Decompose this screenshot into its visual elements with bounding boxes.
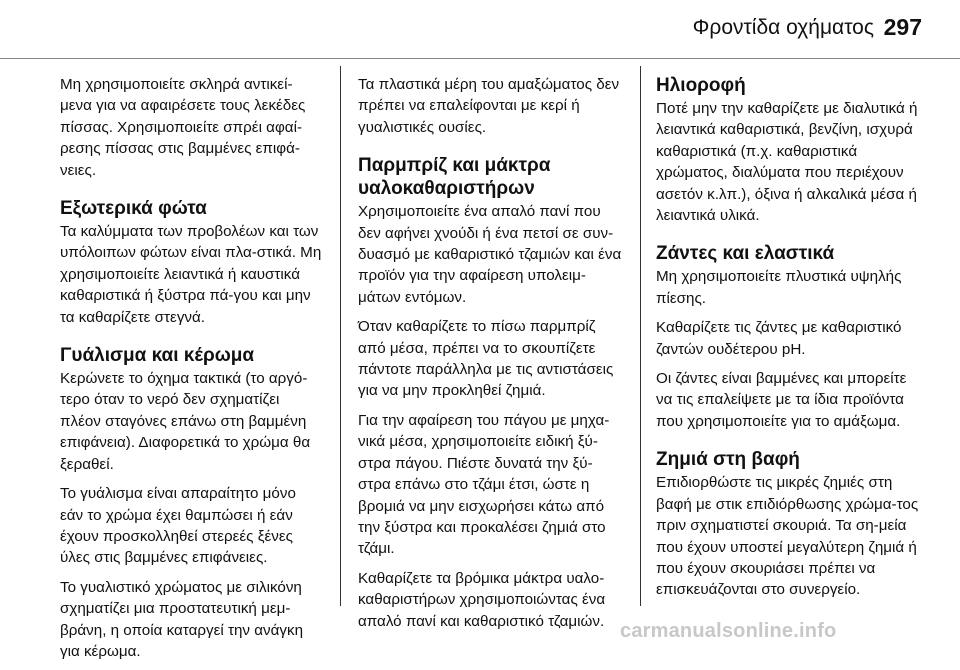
paragraph: Το γυάλισμα είναι απαραίτητο μόνο εάν το χρώμα έχει θαμπώσει ή εάν έχουν προσκολληθεί στερεές ξένες ύλες στις βαμμένες επιφάνειες. <box>60 485 296 567</box>
section-heading: Παρμπρίζ και μάκτρα υαλοκαθαριστήρων <box>358 155 551 200</box>
section-title: Φροντίδα οχήματος <box>692 16 874 39</box>
section-heading: Εξωτερικά φώτα <box>60 198 207 220</box>
page-header <box>0 0 960 58</box>
section-heading: Ζάντες και ελαστικά <box>656 243 835 265</box>
paragraph: Καθαρίζετε τις ζάντες με καθαριστικό ζαντών ουδέτερου pH. <box>656 319 902 358</box>
column-1 <box>60 74 322 670</box>
watermark: carmanualsonline.info <box>620 620 837 642</box>
column-2 <box>358 74 622 640</box>
section-heading: Ζημιά στη βαφή <box>656 449 800 471</box>
column-divider <box>640 66 641 606</box>
paragraph: Επιδιορθώστε τις μικρές ζημιές στη βαφή με στικ επιδιόρθωσης χρώμα-τος πριν σχηματιστεί σκουριά. Τα ση-μεία που έχουν υποστεί μεγαλύτερη ζημιά ή που έχουν σκουριάσει πρέπει να επισκευάζονται στο συνεργείο. <box>656 474 919 599</box>
paragraph: Τα πλαστικά μέρη του αμαξώματος δεν πρέπει να επαλείφονται με κερί ή γυαλιστικές ουσίες. <box>358 76 620 136</box>
paragraph: Μη χρησιμοποιείτε πλυστικά υψηλής πίεσης. <box>656 268 902 307</box>
paragraph: Μη χρησιμοποιείτε σκληρά αντικεί-μενα για να αφαιρέσετε τους λεκέδες πίσσας. Χρησιμοποιείτε σπρέι αφαί-ρεσης πίσσας στις βαμμένες επιφά-νειες. <box>60 76 306 179</box>
paragraph: Οι ζάντες είναι βαμμένες και μπορείτε να τις επαλείψετε με τα ίδια προϊόντα που χρησιμοποιείτε για το αμάξωμα. <box>656 370 907 430</box>
column-divider <box>340 66 341 606</box>
paragraph: Καθαρίζετε τα βρόμικα μάκτρα υαλο-καθαριστήρων χρησιμοποιώντας ένα απαλό πανί και καθαριστικό τζαμιών. <box>358 569 606 630</box>
paragraph: Όταν καθαρίζετε το πίσω παρμπρίζ από μέσα, πρέπει να το σκουπίζετε πάντοτε παράλληλα με τις αντιστάσεις για να μην προκληθεί ζημιά. <box>358 318 614 400</box>
paragraph: Κερώνετε το όχημα τακτικά (το αργό-τερο όταν το νερό δεν σχηματίζει πλέον σταγόνες επάνω στη βαμμένη επιφάνεια). Διαφορετικά το χρώμα θα ξεραθεί. <box>60 370 311 473</box>
section-heading: Γυάλισμα και κέρωμα <box>60 345 255 367</box>
paragraph: Τα καλύμματα των προβολέων και των υπόλοιπων φώτων είναι πλα-στικά. Μη χρησιμοποιείτε λειαντικά ή καυστικά καθαριστικά ή ξύστρα πά-γου και μην τα καθαρίζετε στεγνά. <box>60 223 322 326</box>
paragraph: Ποτέ μην την καθαρίζετε με διαλυτικά ή λειαντικά καθαριστικά, βενζίνη, ισχυρά καθαριστικά (π.χ. καθαριστικά χρώματος, διαλύματα που περιέχουν ασετόν κ.λπ.), όξινα ή αλκαλικά μέσα ή λειαντικά υλικά. <box>656 100 918 225</box>
section-heading: Ηλιοροφή <box>656 75 746 96</box>
paragraph: Για την αφαίρεση του πάγου με μηχα-νικά μέσα, χρησιμοποιείτε ειδική ξύ-στρα πάγου. Πιέστε δυνατά την ξύ-στρα επάνω στο τζάμι έτσι, ώστε η βρομιά να μην εισχωρήσει κάτω από την ξύστρα και προκαλέσει ζημιά στο τζάμι. <box>358 411 610 558</box>
column-3 <box>656 74 922 609</box>
paragraph: Χρησιμοποιείτε ένα απαλό πανί που δεν αφήνει χνούδι ή ένα πετσί σε συν-δυασμό με καθαριστικό τζαμιών και ένα προϊόν για την αφαίρεση υπολειμ-μάτων εντόμων. <box>358 203 622 306</box>
page-number: 297 <box>883 14 922 40</box>
paragraph: Το γυαλιστικό χρώματος με σιλικόνη σχηματίζει μια προστατευτική μεμ-βράνη, η οποία καταργεί την ανάγκη για κέρωμα. <box>60 578 304 660</box>
header-rule <box>0 58 960 59</box>
